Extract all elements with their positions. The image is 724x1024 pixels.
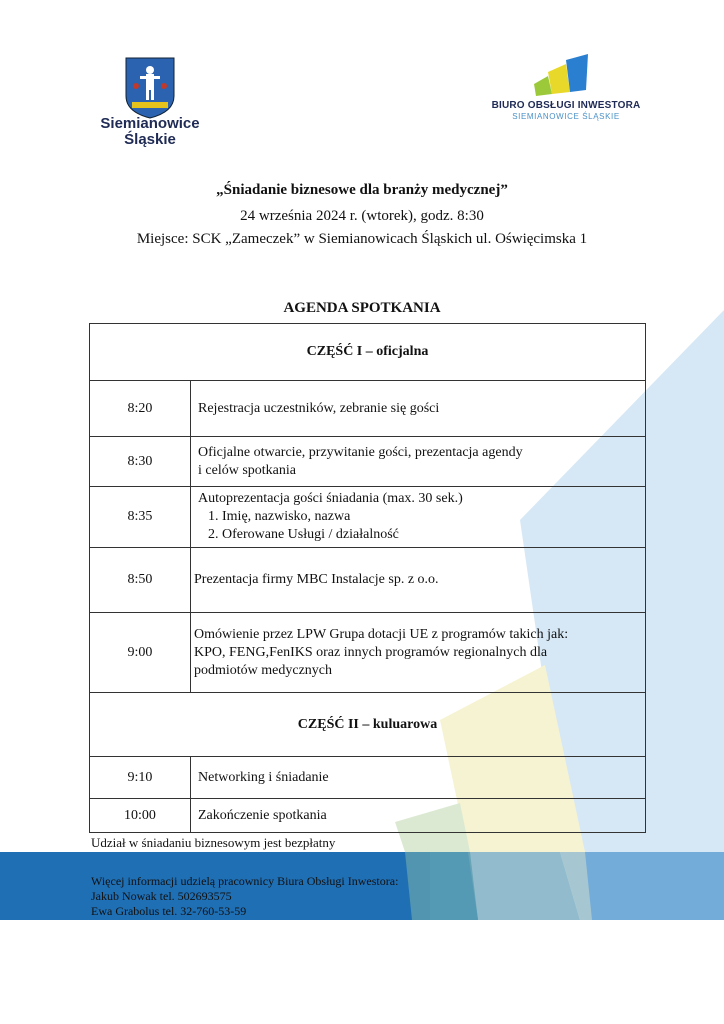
agenda-sublist-item: 1. Imię, nazwisko, nazwa (222, 508, 645, 526)
event-title: „Śniadanie biznesowe dla branży medycznej” (216, 182, 508, 198)
agenda-desc-text: Zakończenie spotkania (198, 807, 327, 823)
part1-heading: CZĘŚĆ I – oficjalna (90, 324, 646, 381)
agenda-sublist (198, 508, 645, 544)
agenda-desc-line: KPO, FENG,FenIKS oraz innych programów regionalnych dla (194, 644, 548, 660)
footer-band-yellow (468, 852, 592, 920)
agenda-desc (191, 381, 646, 437)
agenda-desc (191, 613, 646, 693)
agenda-desc (191, 487, 646, 548)
agenda-time: 9:00 (90, 613, 191, 693)
agenda-row (90, 757, 646, 799)
agenda-desc (191, 437, 646, 487)
agenda-desc-text: Prezentacja firmy MBC Instalacje sp. z o.o. (194, 572, 439, 587)
contact-info-heading: Więcej informacji udzielą pracownicy Biura Obsługi Inwestora: (91, 874, 399, 888)
agenda-desc (191, 757, 646, 799)
agenda-sublist-item: 2. Oferowane Usługi / działalność (222, 526, 645, 544)
agenda-desc-text: Rejestracja uczestników, zebranie się gości (198, 400, 440, 416)
event-date: 24 września 2024 r. (wtorek), godz. 8:30 (240, 208, 484, 224)
investor-office-title: BIURO OBSŁUGI INWESTORA (491, 100, 641, 111)
agenda-row (90, 613, 646, 693)
agenda-desc-line: Oficjalne otwarcie, przywitanie gości, prezentacja agendy (198, 444, 523, 460)
agenda-desc (191, 548, 646, 613)
part2-heading: CZĘŚĆ II – kuluarowa (90, 693, 646, 757)
event-place: Miejsce: SCK „Zameczek” w Siemianowicach Śląskich ul. Oświęcimska 1 (136, 231, 588, 247)
section-row (90, 324, 646, 381)
agenda-desc-line: i celów spotkania (198, 462, 296, 478)
agenda-heading: AGENDA SPOTKANIA (283, 300, 441, 316)
agenda-desc-line: podmiotów medycznych (194, 662, 333, 678)
agenda-row (90, 487, 646, 548)
agenda-time: 8:35 (90, 487, 191, 548)
agenda-time: 8:20 (90, 381, 191, 437)
agenda-desc-text: Networking i śniadanie (198, 769, 329, 785)
contact-person-2: Ewa Grabolus tel. 32-760-53-59 (91, 904, 247, 918)
agenda-time: 8:50 (90, 548, 191, 613)
agenda-time: 8:30 (90, 437, 191, 487)
free-participation-note: Udział w śniadaniu biznesowym jest bezpłatny (91, 835, 336, 850)
section-row (90, 693, 646, 757)
investor-office-subtitle: SIEMIANOWICE ŚLĄSKIE (512, 112, 620, 121)
agenda-time: 10:00 (90, 799, 191, 833)
agenda-desc-line: Autoprezentacja gości śniadania (max. 30 sek.) (198, 491, 463, 506)
agenda-row (90, 799, 646, 833)
agenda-desc-line: Omówienie przez LPW Grupa dotacji UE z programów takich jak: (194, 626, 569, 642)
agenda-time: 9:10 (90, 757, 191, 799)
agenda-row (90, 437, 646, 487)
agenda-row (90, 381, 646, 437)
agenda-desc (191, 799, 646, 833)
contact-person-1: Jakub Nowak tel. 502693575 (91, 889, 232, 903)
footer-band-green (405, 852, 478, 920)
investor-office-logo (530, 54, 600, 100)
city-name-line1: Siemianowice (100, 115, 200, 132)
agenda-row (90, 548, 646, 613)
agenda-table (89, 323, 646, 833)
city-name-line2: Śląskie (124, 131, 176, 148)
